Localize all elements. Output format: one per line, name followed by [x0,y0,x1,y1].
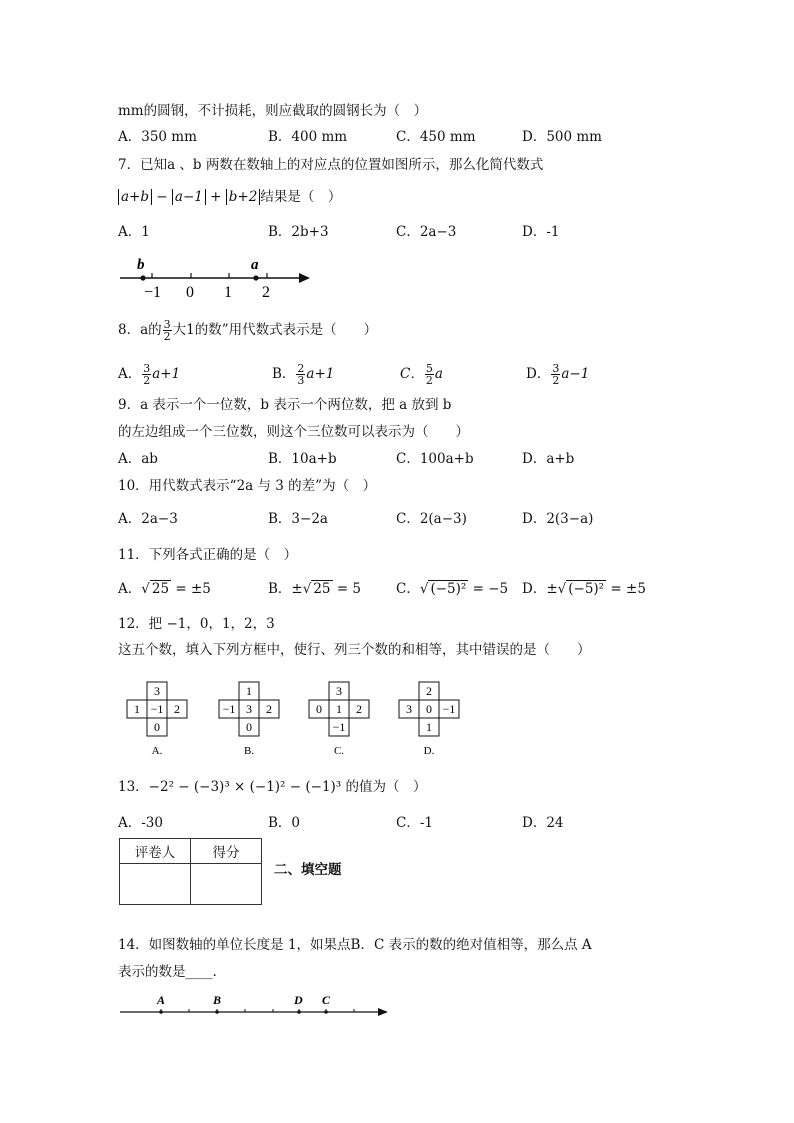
q7-abs-1: a+b [118,189,152,205]
axis-label-c: C [322,993,331,1007]
axis-label-b: B [213,993,222,1007]
grid-right-cell: 2 [266,702,272,716]
q8-opt-num: 2 [297,362,305,375]
q8-opt-den: 2 [552,374,560,387]
q7-options [118,222,638,242]
q8-frac-num: 3 [163,318,171,331]
q10-option-d: D．2(3−a) [522,511,594,527]
q13-option-a: A．-30 [118,815,163,831]
q8-option-c [400,361,443,387]
q13-text: 13．−2² − (−3)³ × (−1)² − (−1)³ 的值为（ ） [118,779,427,795]
q7-option-b: B．2b+3 [268,224,329,240]
grid-top-cell: 3 [154,684,160,698]
q8-opt-label: A． [118,366,142,382]
q6-text: mm的圆钢，不计损耗，则应截取的圆钢长为（ ） [118,103,428,119]
grid-center-cell: 3 [246,702,252,716]
q10-option-b: B．3−2a [268,511,328,527]
q8-opt-den: 3 [297,374,305,387]
q11-label: C． [396,581,420,597]
q9-line1: 9．a 表示一个一位数，b 表示一个两位数，把 a 放到 b [118,397,452,413]
q7-option-d: D．-1 [522,224,560,240]
q8-opt-den: 2 [143,374,151,387]
q8-post: 大1的数”用代数式表示是（ ） [172,322,378,338]
q11-text: 11．下列各式正确的是（ ） [118,547,298,563]
q14-number-line-svg [118,990,393,1020]
q13-options [118,813,638,833]
q8-option-a [118,361,180,387]
q9-option-d: D．a+b [522,451,575,467]
q11-label: D． [522,581,547,597]
q12-grid-b [217,680,281,760]
point-a-dot [253,275,258,280]
q6-option-d: D．500 mm [522,129,602,145]
q7-number-line-svg [118,252,318,300]
q12-line1: 12．把 −1，0，1，2，3 [118,616,275,632]
grid-right-cell: −1 [442,702,456,716]
q6-option-b: B．400 mm [268,129,348,145]
point-a-label: a [251,257,259,273]
q8-option-b [272,361,334,387]
q11-result: = 5 [336,581,362,597]
q8-opt-frac [425,363,434,386]
axis-label-a: A [157,993,166,1007]
q12-line2: 这五个数，填入下列方框中，使行、列三个数的和相等，其中错误的是（ ） [118,642,591,658]
q10-options [118,509,638,529]
q8-opt-frac [296,363,305,386]
grid-label: C. [333,745,345,757]
q14-number-line [118,990,393,1024]
q7-text: 7．已知a 、b 两数在数轴上的对应点的位置如图所示，那么化简代数式 [118,157,544,173]
q7-abs-3: b+2 [226,189,261,205]
q10-option-c: C．2(a−3) [396,511,467,527]
q9-line2: 的左边组成一个三位数，则这个三位数可以表示为（ ） [118,424,469,440]
q11-pre: ± [546,581,558,597]
q8-opt-num: 3 [552,362,560,375]
score-box-grader-cell [120,864,191,905]
q11-radicand: (−5)² [568,581,605,597]
grid-label: D. [423,745,435,757]
point-b-dot [140,275,145,280]
q8-opt-tail: a−1 [561,366,590,382]
q8-opt-frac [142,363,151,386]
q10-text: 10．用代数式表示“2a 与 3 的差”为（ ） [118,478,377,494]
q8-opt-frac [551,363,560,386]
q8-opt-tail: a+1 [152,366,181,382]
q12-grid-a [125,680,189,760]
grid-bottom-cell: 1 [426,720,432,734]
grid-center-cell: 0 [426,702,432,716]
q7-expression: a+b − a−1 + b+2 结果是（ ） [118,187,341,207]
tick-label: 0 [186,284,194,300]
grid-bottom-cell: 0 [154,720,160,734]
q8-opt-tail: a [434,366,443,382]
q8-text [118,318,377,342]
point-b-label: b [137,257,145,273]
grid-top-cell: 3 [336,684,342,698]
q12-grid-c [307,680,371,760]
q8-opt-num: 3 [143,362,151,375]
q14-line1: 14．如图数轴的单位长度是 1，如果点B．C 表示的数的绝对值相等，那么点 A [118,937,592,953]
grid-label: A. [151,745,163,757]
q8-options [118,361,638,387]
q11-option-c: C．√ (−5)² = −5 [396,581,509,597]
q7-expr-tail: 结果是（ ） [260,189,342,205]
q7-number-line [118,252,318,304]
score-box-grader-header: 评卷人 [120,839,191,864]
q9-option-b: B．10a+b [268,451,337,467]
grid-left-cell: −1 [222,702,236,716]
q11-result: = −5 [472,581,509,597]
q11-pre: ± [291,581,303,597]
q7-option-a: A．1 [118,224,150,240]
grid-bottom-cell: 0 [246,720,252,734]
q13-option-b: B．0 [268,815,301,831]
grid-bottom-cell: −1 [332,720,346,734]
q6-option-c: C．450 mm [396,129,476,145]
q8-opt-den: 2 [425,374,433,387]
q7-abs-2: a−1 [172,189,206,205]
q9-options [118,449,638,469]
grid-center-cell: 1 [336,702,342,716]
q8-opt-num: 5 [425,362,433,375]
q7-option-c: C．2a−3 [396,224,457,240]
q6-option-a: A．350 mm [118,129,197,145]
grid-left-cell: 0 [316,702,322,716]
grid-left-cell: 3 [406,702,412,716]
grid-right-cell: 2 [174,702,180,716]
score-box-score-header: 得分 [191,839,262,864]
tick-label: 1 [224,284,232,300]
q11-result: = ±5 [610,581,646,597]
score-box-score-cell [191,864,262,905]
q9-option-c: C．100a+b [396,451,474,467]
q8-pre: 8．a的 [118,322,162,338]
q11-label: B． [268,581,292,597]
grid-label: B. [243,745,255,757]
q8-frac-den: 2 [163,330,171,343]
q8-opt-label: D． [526,366,551,382]
q11-option-b: B．±√ 25 = 5 [268,581,362,597]
q8-opt-tail: a+1 [306,366,335,382]
q8-fraction [163,319,172,342]
q11-radicand: (−5)² [430,581,467,597]
grid-center-cell: −1 [150,702,164,716]
q12-grid-d [397,680,461,760]
section-title: 二、填空题 [274,862,342,878]
q13-option-c: C．-1 [396,815,433,831]
grid-right-cell: 2 [356,702,362,716]
q11-options [118,579,646,599]
grid-left-cell: 1 [134,702,140,716]
q11-radicand: 25 [313,581,331,597]
grid-top-cell: 1 [246,684,252,698]
q11-radicand: 25 [151,581,170,597]
q8-option-d [526,361,589,387]
axis-label-d: D [294,993,303,1007]
q8-opt-label: C． [400,366,424,382]
q13-option-d: D．24 [522,815,564,831]
q8-opt-label: B． [272,366,296,382]
q11-label: A． [118,581,142,597]
q11-result: = ±5 [175,581,211,597]
q6-options [118,127,638,147]
score-box [119,838,262,905]
tick-label: 2 [262,284,270,300]
q11-option-d: D．±√ (−5)² = ±5 [522,581,646,597]
tick-label: −1 [144,284,162,300]
q10-option-a: A．2a−3 [118,511,178,527]
q14-line2: 表示的数是____. [118,964,217,980]
grid-top-cell: 2 [426,684,432,698]
q9-option-a: A．ab [118,451,158,467]
q11-option-a: A．√ 25 = ±5 [118,581,211,597]
